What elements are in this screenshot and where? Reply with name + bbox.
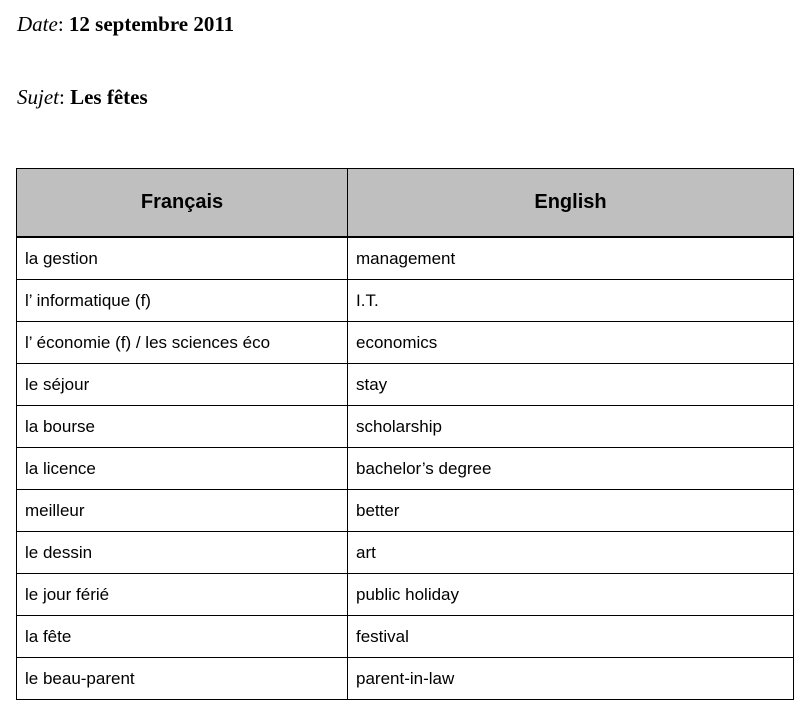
date-value: 12 septembre 2011 <box>68 12 235 36</box>
table-row <box>17 532 794 574</box>
column-header-francais: Français <box>17 169 348 238</box>
french-term: le séjour <box>17 364 348 406</box>
table-row <box>17 237 794 280</box>
english-term: stay <box>348 364 794 406</box>
subject-label: Sujet <box>17 85 59 109</box>
table-row <box>17 658 794 700</box>
french-term: la gestion <box>17 237 348 280</box>
vocabulary-table <box>16 168 794 700</box>
french-term: l’ économie (f) / les sciences éco <box>17 322 348 364</box>
table-row <box>17 490 794 532</box>
french-term: la fête <box>17 616 348 658</box>
table-header-row <box>17 169 794 238</box>
french-term: le dessin <box>17 532 348 574</box>
english-term: bachelor’s degree <box>348 448 794 490</box>
subject-line: Sujet: Les fêtes <box>17 85 148 109</box>
english-term: management <box>348 237 794 280</box>
english-term: public holiday <box>348 574 794 616</box>
date-label: Date <box>17 12 58 36</box>
english-term: art <box>348 532 794 574</box>
english-term: better <box>348 490 794 532</box>
table-row <box>17 364 794 406</box>
date-line: Date: 12 septembre 2011 <box>17 12 235 36</box>
column-header-english: English <box>348 169 794 238</box>
french-term: la licence <box>17 448 348 490</box>
french-term: le jour férié <box>17 574 348 616</box>
table-row <box>17 448 794 490</box>
english-term: festival <box>348 616 794 658</box>
french-term: la bourse <box>17 406 348 448</box>
english-term: scholarship <box>348 406 794 448</box>
subject-value: Les fêtes <box>70 85 148 109</box>
french-term: le beau-parent <box>17 658 348 700</box>
english-term: I.T. <box>348 280 794 322</box>
english-term: economics <box>348 322 794 364</box>
table-row <box>17 322 794 364</box>
table-row <box>17 280 794 322</box>
english-term: parent-in-law <box>348 658 794 700</box>
french-term: l’ informatique (f) <box>17 280 348 322</box>
french-term: meilleur <box>17 490 348 532</box>
table-row <box>17 574 794 616</box>
table-row <box>17 406 794 448</box>
table-row <box>17 616 794 658</box>
